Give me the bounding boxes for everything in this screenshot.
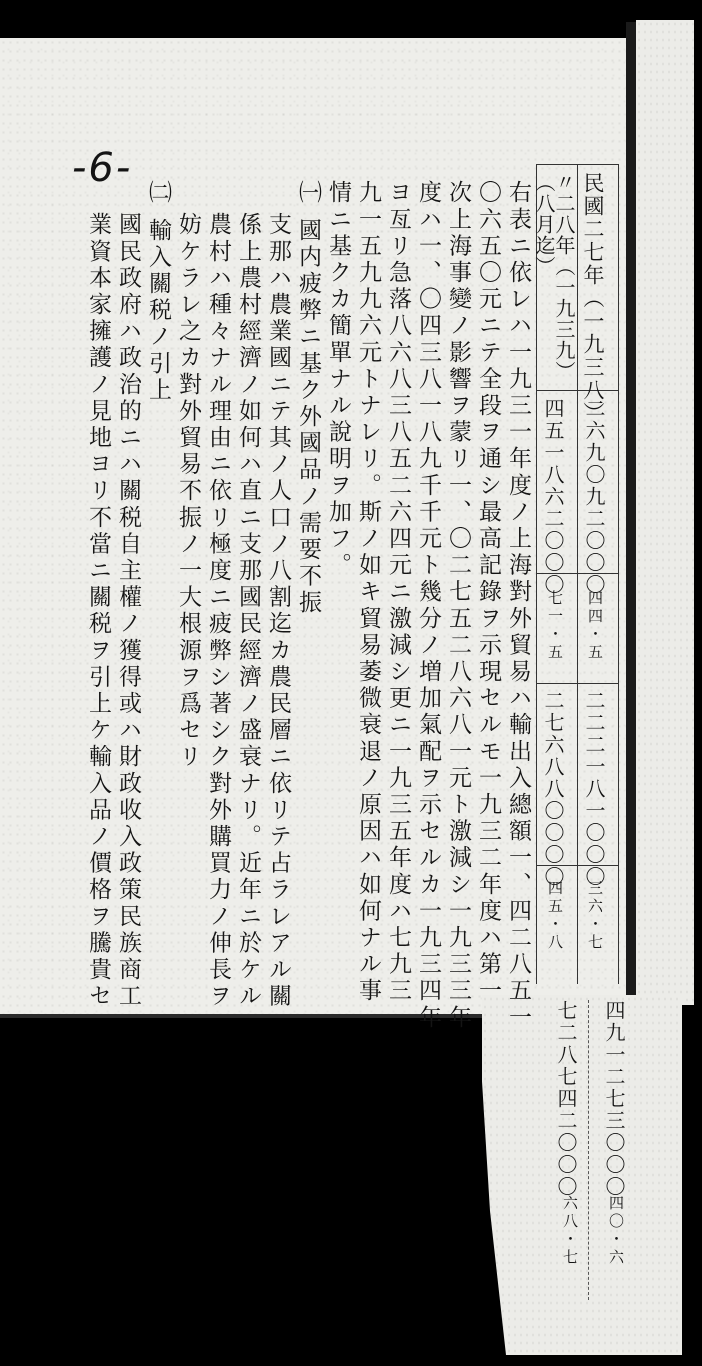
table-total-pct-1938: 四四・五 bbox=[586, 590, 604, 662]
table-year-1939: 〃二八年（一九三九）（八月迄） bbox=[532, 172, 576, 382]
summary-line-3: 次上海事變ノ影響ヲ蒙リ一、〇二七五二八六八一元ト激減シ一九三三年 bbox=[445, 180, 471, 1032]
table-continuation-flap bbox=[482, 995, 682, 1355]
summary-line-1: 右表ニ依レハ一九三一年度ノ上海對外貿易ハ輸出入總額一、四二八五一 bbox=[505, 180, 531, 1032]
summary-line-5: ヨ亙リ急落八六八三八五二六四元ニ激減シ更ニ一九三五年度ハ七九三 bbox=[385, 180, 411, 1005]
summary-line-7: 情ニ基クカ簡單ナル說明ヲ加フ。 bbox=[325, 180, 351, 579]
summary-line-4: 度ハ一、〇四三八一八九千千元ト幾分ノ増加氣配ヲ示セルカ一九三四年 bbox=[415, 180, 441, 1032]
summary-line-6: 九一五九九六元トナレリ。斯ノ如キ貿易萎微衰退ノ原因ハ如何ナル事 bbox=[355, 180, 381, 1005]
table-left-rule bbox=[536, 164, 537, 984]
section-2-line-1: 國民政府ハ政治的ニハ關税自主權ノ獲得或ハ財政收入政策民族商工 bbox=[115, 212, 141, 1010]
section-1-line-2: 係上農村經濟ノ如何ハ直ニ支那國民經濟ノ盛衰ナリ。近年ニ於ケル bbox=[235, 212, 261, 1010]
page-number: -6- bbox=[72, 145, 133, 191]
section-1-line-3: 農村ハ種々ナル理由ニ依リ極度ニ疲弊シ著シク對外購買力ノ伸長ヲ bbox=[205, 212, 231, 1010]
table-row-rule-3 bbox=[536, 683, 618, 684]
section-1-heading: ㈠ 國内疲弊ニ基ク外國品ノ需要不振 bbox=[295, 180, 321, 617]
section-1-line-4: 妨ケラレ之カ對外貿易不振ノ一大根源ヲ爲セリ bbox=[175, 212, 201, 771]
summary-line-2: 〇六五〇元ニテ全段ヲ通シ最高記錄ヲ示現セルモ一九三二年度ハ第一 bbox=[475, 180, 501, 1005]
table-year-1938: 民國二七年（一九三八） bbox=[581, 172, 605, 425]
section-2-heading: ㈡ 輸入關税ノ引上 bbox=[145, 180, 171, 404]
table-value-1938: 二二二一八一〇〇〇 bbox=[582, 690, 606, 888]
flap-rule bbox=[588, 1000, 589, 1300]
flap-value-3: 七二八七四二〇〇〇 bbox=[554, 1000, 578, 1198]
adjacent-page-edge bbox=[636, 20, 694, 1005]
table-total-1938: 二六九〇九二〇〇〇 bbox=[582, 398, 606, 596]
flap-value-2: 四〇・六 bbox=[607, 1195, 625, 1267]
table-col-rule bbox=[577, 164, 578, 984]
table-total-1939: 四五一八六二〇〇〇 bbox=[541, 398, 565, 596]
table-total-pct-1939: 七一・五 bbox=[546, 590, 564, 662]
section-2-line-2: 業資本家擁護ノ見地ヨリ不當ニ關税ヲ引上ケ輸入品ノ價格ヲ騰貴セ bbox=[85, 212, 111, 1010]
table-value-1939: 二七六八八〇〇〇〇 bbox=[541, 690, 565, 888]
table-row-rule-1 bbox=[536, 390, 618, 391]
table-right-rule bbox=[618, 164, 619, 984]
flap-value-1: 四九一二七三〇〇〇 bbox=[602, 1000, 626, 1198]
flap-value-4: 六八・七 bbox=[561, 1195, 579, 1267]
table-value-pct-1939: 四五・八 bbox=[546, 880, 564, 952]
table-value-pct-1938: 三六・七 bbox=[586, 880, 604, 952]
section-1-line-1: 支那ハ農業國ニテ其ノ人口ノ八割迄カ農民層ニ依リテ占ラレアル關 bbox=[265, 212, 291, 1010]
